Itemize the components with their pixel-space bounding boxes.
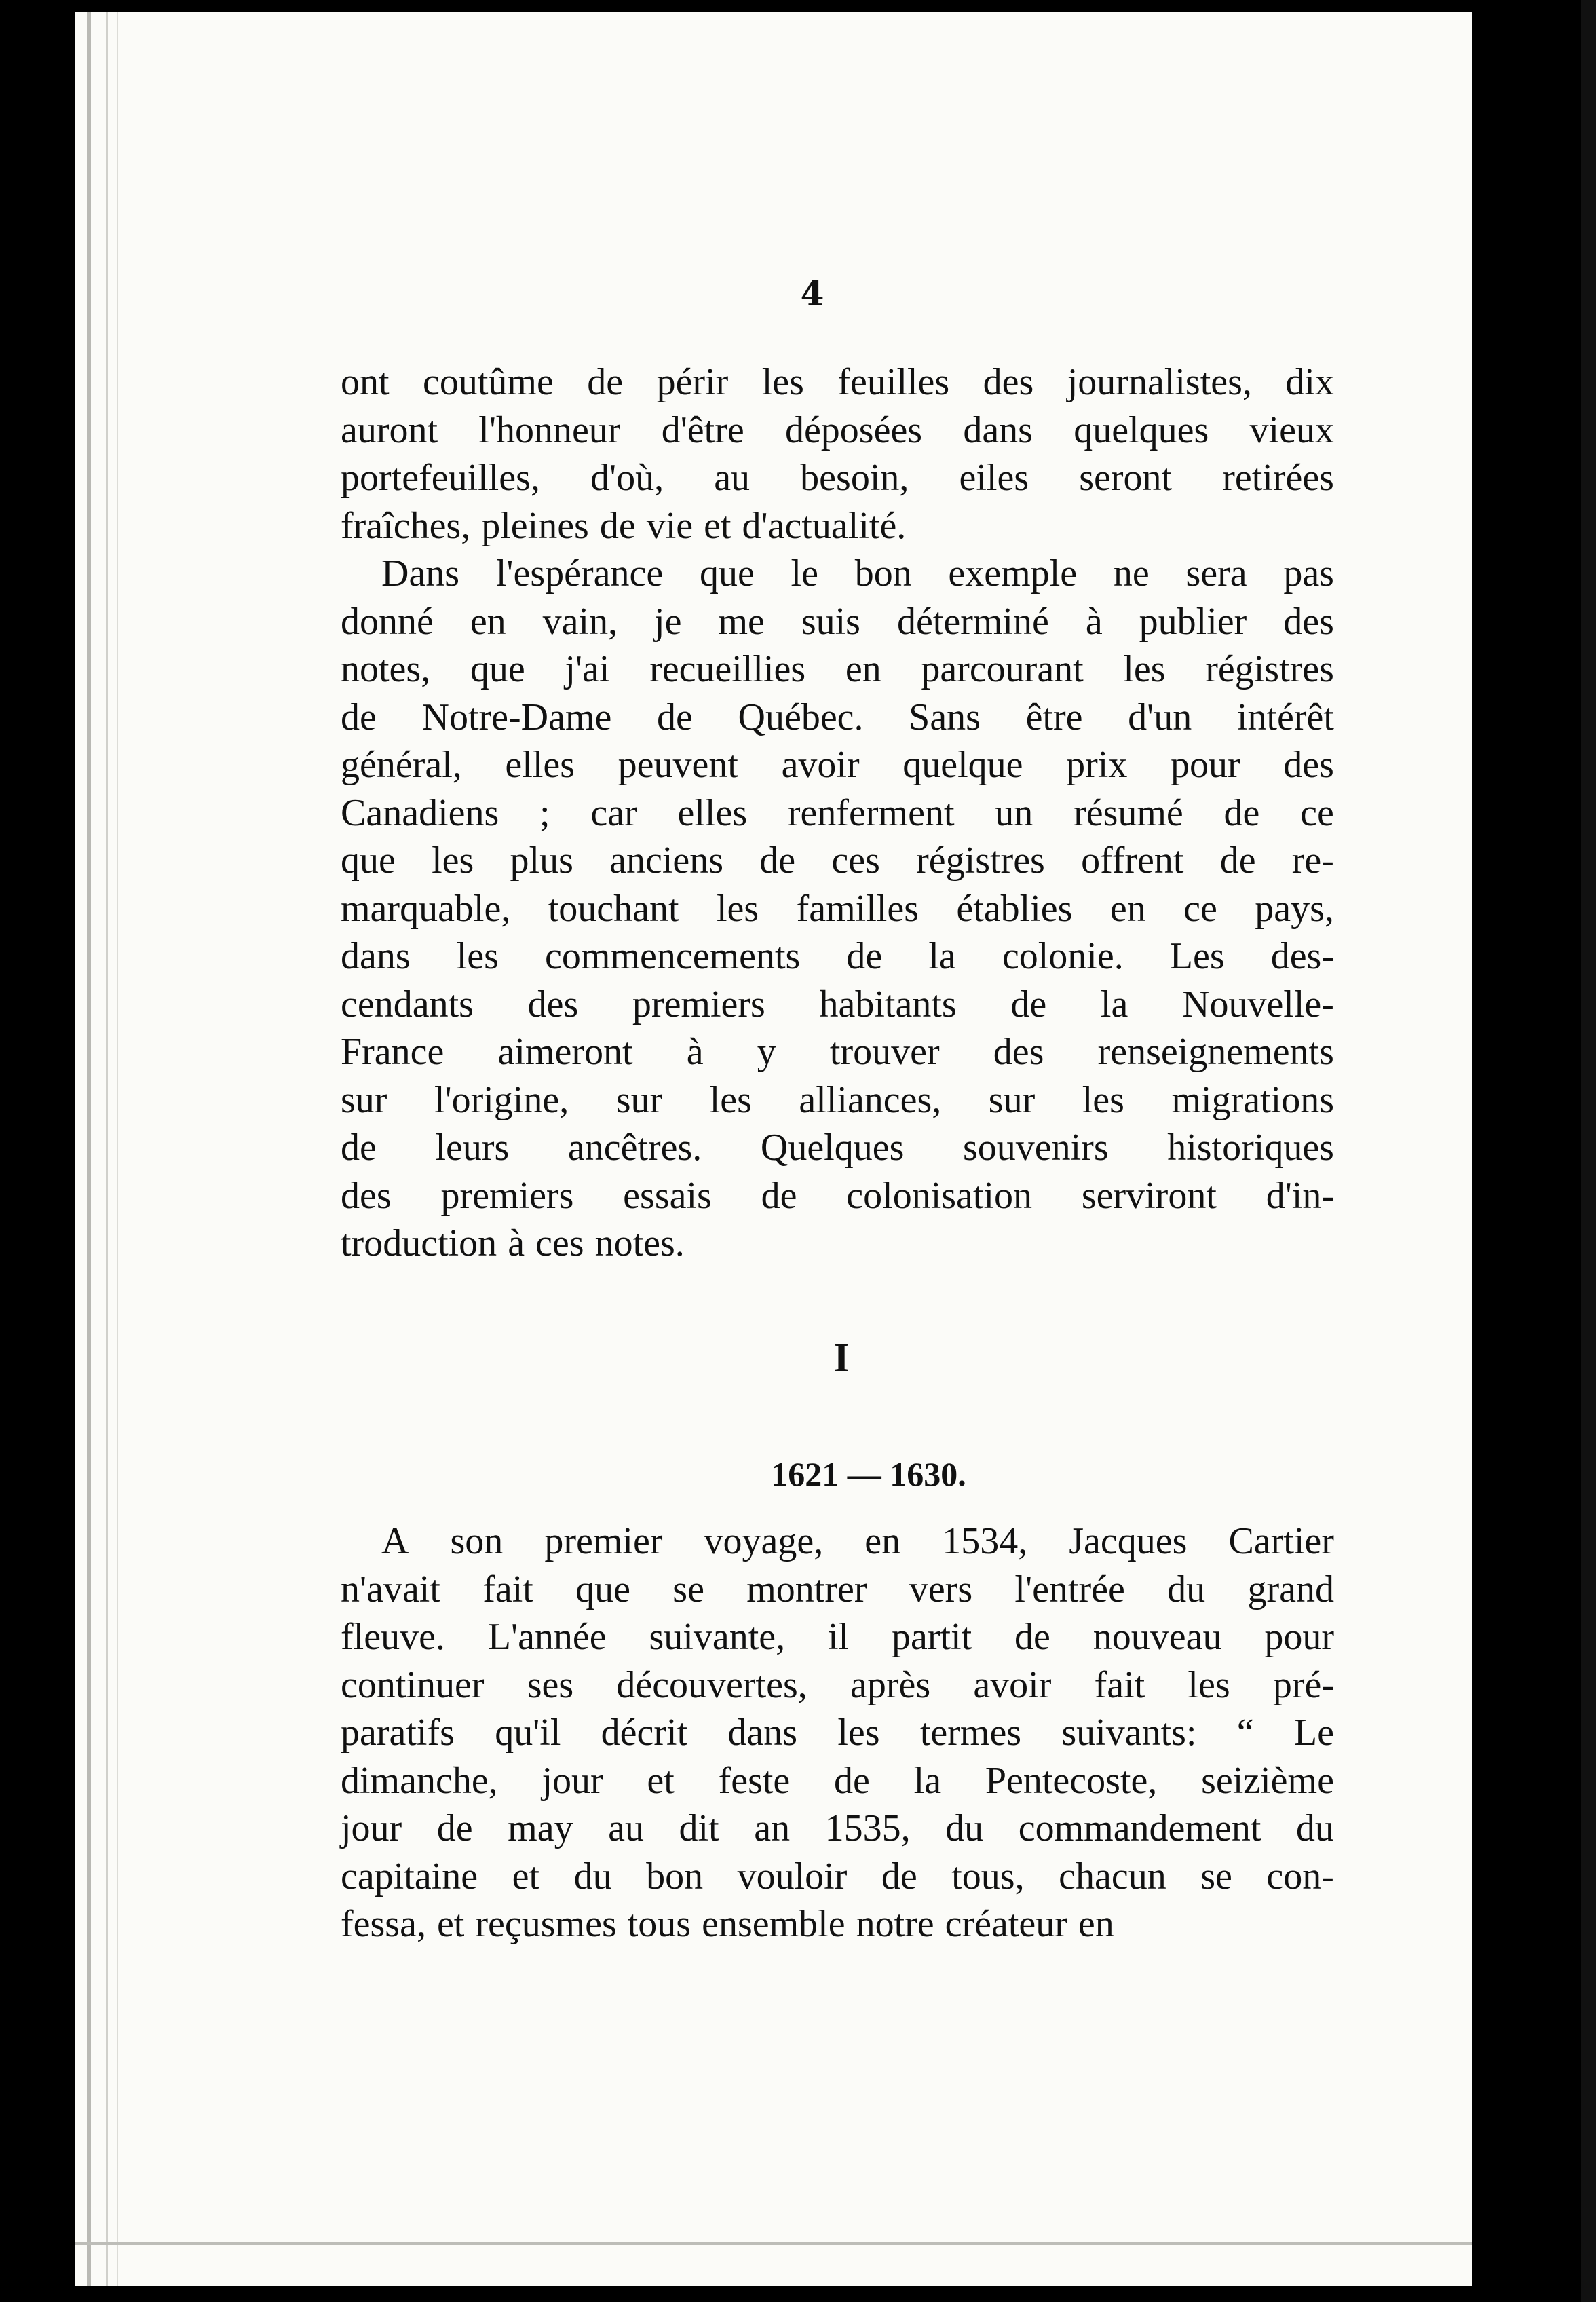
text-line: sur l'origine, sur les alliances, sur les migrations: [341, 1078, 1334, 1121]
scan-edge: [1581, 0, 1596, 2302]
text-line: portefeuilles, d'où, au besoin, eiles seront retirées: [341, 457, 1334, 499]
text-line: donné en vain, je me suis déterminé à publier des: [341, 600, 1334, 643]
gutter-shadow: [87, 12, 91, 2286]
text-line: que les plus anciens de ces régistres offrent de re-: [341, 839, 1334, 882]
text-line: A son premier voyage, en 1534, Jacques Cartier: [381, 1520, 1334, 1562]
page-number: 4: [800, 273, 824, 314]
text-line: de leurs ancêtres. Quelques souvenirs historiques: [341, 1127, 1334, 1169]
text-line: jour de may au dit an 1535, du commandement du: [341, 1807, 1334, 1849]
text-line: général, elles peuvent avoir quelque prix pour des: [341, 744, 1334, 786]
page-bottom-edge: [75, 2242, 1472, 2245]
text-line: notes, que j'ai recueillies en parcourant les régistres: [341, 648, 1334, 690]
text-line: auront l'honneur d'être déposées dans quelques vieux: [341, 409, 1334, 451]
gutter-line: [117, 12, 118, 2286]
text-line: des premiers essais de colonisation serviront d'in-: [341, 1174, 1334, 1217]
text-line: continuer ses découvertes, après avoir fait les pré-: [341, 1663, 1334, 1706]
text-line: de Notre-Dame de Québec. Sans être d'un intérêt: [341, 696, 1334, 738]
body-text-section: [341, 1517, 1334, 1948]
text-line: fessa, et reçusmes tous ensemble notre créateur en: [341, 1903, 1114, 1945]
gutter-line: [106, 12, 108, 2286]
text-line: capitaine et du bon vouloir de tous, chacun se con-: [341, 1855, 1334, 1898]
text-line: dans les commencements de la colonie. Les des-: [341, 935, 1334, 977]
text-line: Dans l'espérance que le bon exemple ne sera pas: [381, 552, 1334, 595]
text-line: dimanche, jour et feste de la Pentecoste, seizième: [341, 1759, 1334, 1802]
scanned-page: [75, 12, 1472, 2286]
section-numeral: I: [833, 1335, 850, 1380]
text-line: France aimeront à y trouver des renseignements: [341, 1031, 1334, 1073]
text-line: ont coutûme de périr les feuilles des journalistes, dix: [341, 361, 1334, 403]
text-line: n'avait fait que se montrer vers l'entrée du grand: [341, 1568, 1334, 1610]
section-dates: 1621 — 1630.: [771, 1455, 966, 1493]
text-line: paratifs qu'il décrit dans les termes suivants: “ Le: [341, 1712, 1334, 1754]
text-line: fleuve. L'année suivante, il partit de nouveau pour: [341, 1616, 1334, 1658]
text-line: troduction à ces notes.: [341, 1222, 685, 1264]
text-line: marquable, touchant les familles établies en ce pays,: [341, 887, 1334, 930]
text-line: Canadiens ; car elles renferment un résumé de ce: [341, 791, 1334, 834]
text-line: cendants des premiers habitants de la Nouvelle-: [341, 983, 1334, 1025]
body-text-intro: [341, 358, 1334, 1268]
text-line: fraîches, pleines de vie et d'actualité.: [341, 504, 907, 547]
